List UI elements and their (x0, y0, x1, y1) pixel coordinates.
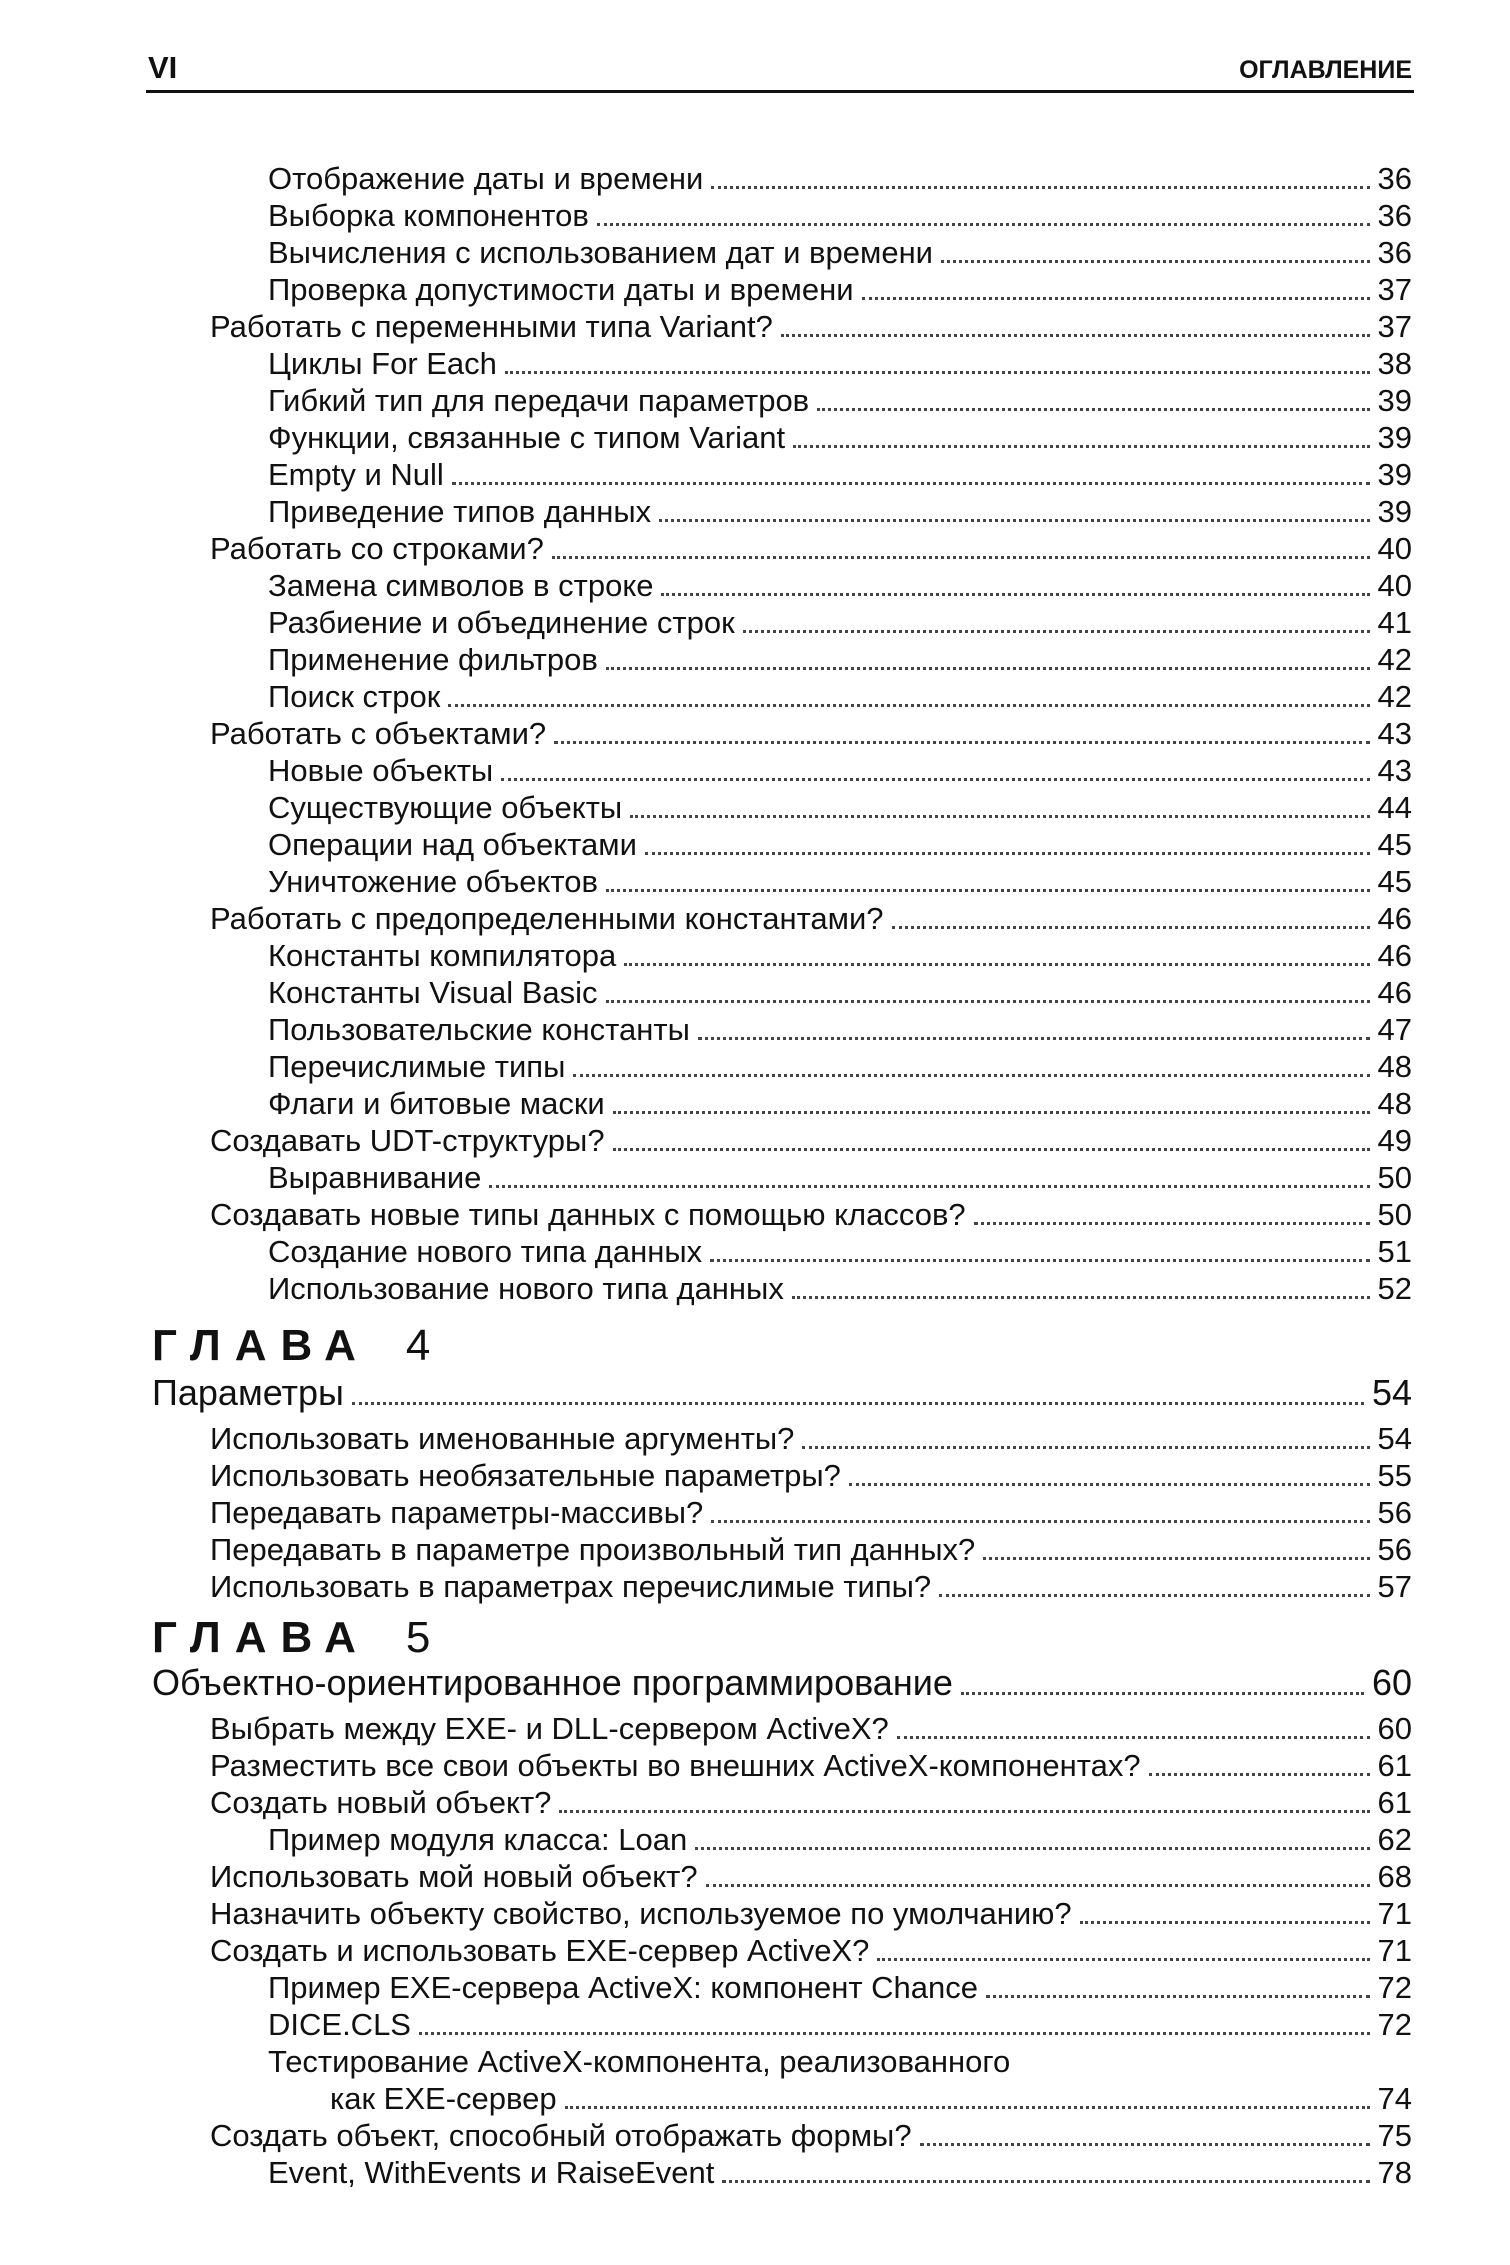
toc-entry: Тестирование ActiveX-компонента, реализованного (268, 2044, 1011, 2079)
toc-chapter-title: Объектно-ориентированное программирование 60 (152, 1662, 1412, 1703)
toc-section: Передавать в параметре произвольный тип данных? 56 (210, 1532, 1412, 1567)
toc-entry: Гибкий тип для передачи параметров 39 (268, 383, 1412, 418)
chapter-heading: ГЛАВА 4 (152, 1321, 431, 1370)
toc-entry: Поиск строк 42 (268, 679, 1412, 714)
toc-section: Использовать необязательные параметры? 55 (210, 1458, 1412, 1493)
toc-entry: Операции над объектами 45 (268, 827, 1412, 862)
toc-section: Создавать новые типы данных с помощью классов? 50 (210, 1197, 1412, 1232)
toc-entry: Константы Visual Basic 46 (268, 975, 1412, 1010)
toc-chapter-title: Параметры 54 (152, 1372, 1412, 1413)
toc-section: Назначить объекту свойство, используемое по умолчанию? 71 (210, 1896, 1412, 1931)
toc-entry: Новые объекты 43 (268, 753, 1412, 788)
toc-entry: Выборка компонентов 36 (268, 198, 1412, 233)
toc-section: Создать и использовать EXE-сервер ActiveX? 71 (210, 1933, 1412, 1968)
toc-entry: Функции, связанные с типом Variant 39 (268, 420, 1412, 455)
toc-entry: Замена символов в строке 40 (268, 568, 1412, 603)
toc-section: Работать с объектами? 43 (210, 716, 1412, 751)
toc-entry: Перечислимые типы 48 (268, 1049, 1412, 1084)
toc-entry: Циклы For Each 38 (268, 346, 1412, 381)
page-number-roman: VI (148, 50, 178, 85)
toc-section: Работать со строками? 40 (210, 531, 1412, 566)
toc-entry: Проверка допустимости даты и времени 37 (268, 272, 1412, 307)
toc-section: Создать объект, способный отображать формы? 75 (210, 2118, 1412, 2153)
toc-entry: Event, WithEvents и RaiseEvent 78 (268, 2155, 1412, 2190)
toc-entry: DICE.CLS 72 (268, 2007, 1412, 2042)
toc-section: Передавать параметры-массивы? 56 (210, 1495, 1412, 1530)
toc-section: Использовать в параметрах перечислимые типы? 57 (210, 1569, 1412, 1604)
toc-entry: Флаги и битовые маски 48 (268, 1086, 1412, 1121)
toc-entry: Уничтожение объектов 45 (268, 864, 1412, 899)
toc-entry: Пример EXE-сервера ActiveX: компонент Chance 72 (268, 1970, 1412, 2005)
running-header: ОГЛАВЛЕНИЕ (1239, 56, 1412, 84)
toc-entry-continuation: как EXE-сервер 74 (330, 2081, 1412, 2116)
toc-entry: Применение фильтров 42 (268, 642, 1412, 677)
toc-section: Создать новый объект? 61 (210, 1785, 1412, 1820)
toc-entry: Пользовательские константы 47 (268, 1012, 1412, 1047)
toc-section: Использовать именованные аргументы? 54 (210, 1421, 1412, 1456)
header-rule (146, 90, 1414, 93)
toc-section: Разместить все свои объекты во внешних ActiveX-компонентах? 61 (210, 1748, 1412, 1783)
toc-entry: Отображение даты и времени 36 (268, 161, 1412, 196)
toc-entry: Empty и Null 39 (268, 457, 1412, 492)
toc-section: Выбрать между EXE- и DLL-сервером ActiveX? 60 (210, 1711, 1412, 1746)
toc-section: Работать с предопределенными константами? 46 (210, 901, 1412, 936)
toc-section: Создавать UDT-структуры? 49 (210, 1123, 1412, 1158)
toc-entry: Использование нового типа данных 52 (268, 1271, 1412, 1306)
toc-entry: Создание нового типа данных 51 (268, 1234, 1412, 1269)
toc-entry: Разбиение и объединение строк 41 (268, 605, 1412, 640)
chapter-heading: ГЛАВА 5 (152, 1613, 431, 1662)
toc-entry: Существующие объекты 44 (268, 790, 1412, 825)
toc-entry: Приведение типов данных 39 (268, 494, 1412, 529)
toc-entry: Вычисления с использованием дат и времени 36 (268, 235, 1412, 270)
toc-section: Работать с переменными типа Variant? 37 (210, 309, 1412, 344)
toc-section: Использовать мой новый объект? 68 (210, 1859, 1412, 1894)
toc-entry: Пример модуля класса: Loan 62 (268, 1822, 1412, 1857)
toc-entry: Выравнивание 50 (268, 1160, 1412, 1195)
toc-entry: Константы компилятора 46 (268, 938, 1412, 973)
